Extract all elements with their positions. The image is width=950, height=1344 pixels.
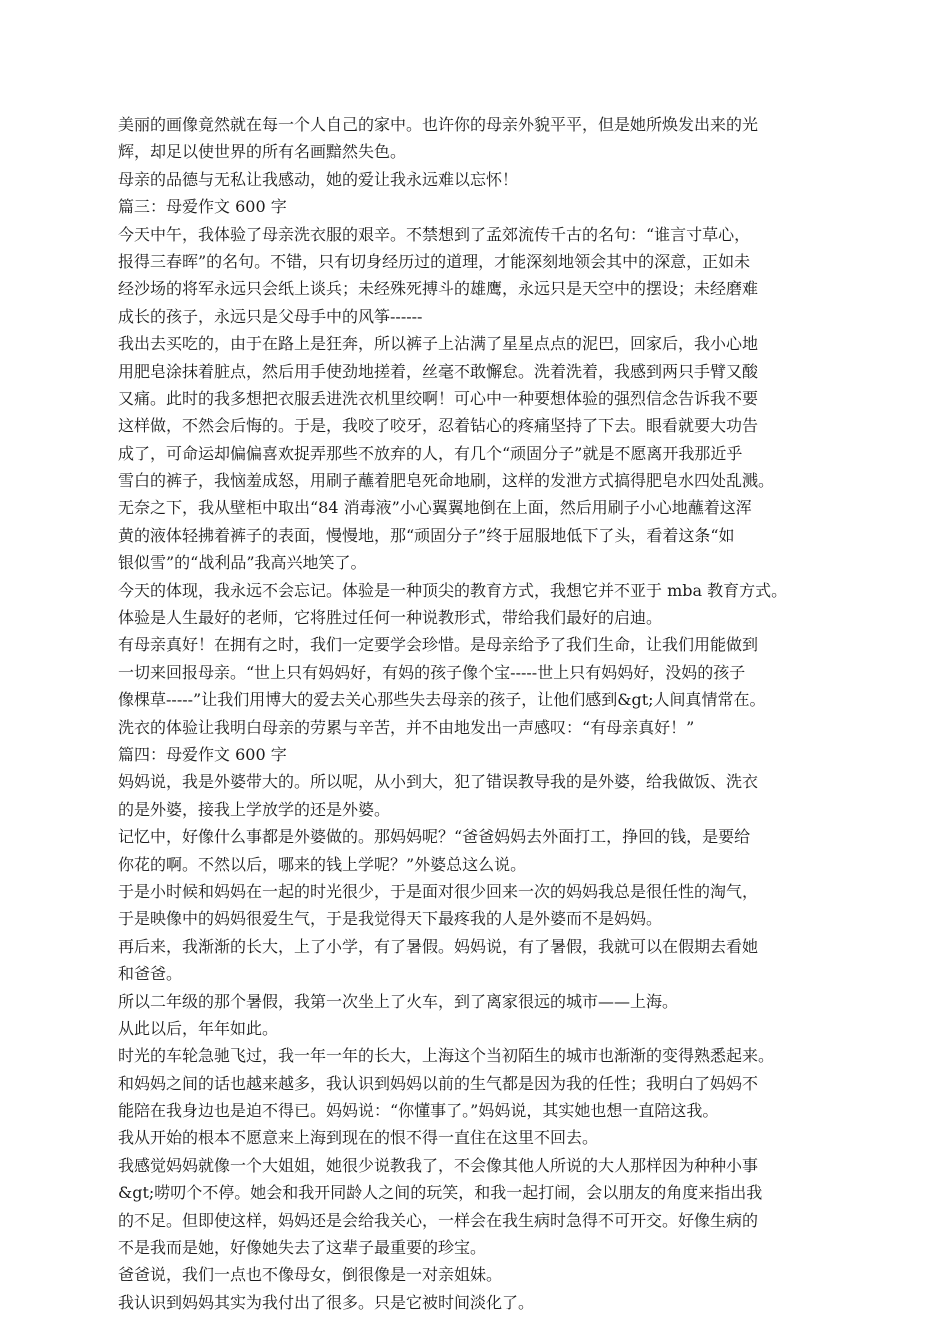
text-line: 这样做，不然会后悔的。于是，我咬了咬牙，忍着钻心的疼痛坚持了下去。眼看就要大功告	[118, 416, 759, 436]
text-line: 所以二年级的那个暑假，我第一次坐上了火车，到了离家很远的城市——上海。	[118, 991, 679, 1011]
text-line: 成长的孩子，永远只是父母手中的风筝------	[118, 306, 423, 326]
text-line: 记忆中，好像什么事都是外婆做的。那妈妈呢？“爸爸妈妈去外面打工，挣回的钱，是要给	[118, 827, 751, 847]
text-line: 美丽的画像竟然就在每一个人自己的家中。也许你的母亲外貌平平，但是她所焕发出来的光	[118, 115, 759, 134]
text-line: 雪白的裤子，我恼羞成怒，用刷子蘸着肥皂死命地刷，这样的发泄方式搞得肥皂水四处乱溅。	[118, 471, 775, 491]
text-line: 我感觉妈妈就像一个大姐姐，她很少说教我了，不会像其他人所说的大人那样因为种种小事	[118, 1155, 759, 1175]
document-body	[118, 111, 818, 1316]
text-line: 的是外婆，接我上学放学的还是外婆。	[118, 799, 391, 819]
text-line: 和爸爸。	[118, 964, 183, 984]
text-line: 母亲的品德与无私让我感动，她的爱让我永远难以忘怀！	[118, 169, 519, 189]
section-heading: 篇三：母爱作文 600 字	[118, 197, 287, 217]
text-line: 爸爸说，我们一点也不像母女，倒很像是一对亲姐妹。	[118, 1265, 503, 1285]
text-line: 无奈之下，我从壁柜中取出“84 消毒液”小心翼翼地倒在上面，然后用刷子小心地蘸着这浑	[118, 498, 752, 518]
text-line: 报得三春晖”的名句。不错，只有切身经历过的道理，才能深刻地领会其中的深意，正如未	[118, 251, 751, 271]
text-line: 一切来回报母亲。“世上只有妈妈好，有妈的孩子像个宝-----世上只有妈妈好，没妈的孩子	[118, 662, 746, 682]
text-line: 经沙场的将军永远只会纸上谈兵；未经殊死搏斗的雄鹰，永远只是天空中的摆设；未经磨难	[118, 279, 759, 299]
text-line: 我从开始的根本不愿意来上海到现在的恨不得一直住在这里不回去。	[118, 1128, 599, 1148]
text-line: 今天中午，我体验了母亲洗衣服的艰辛。不禁想到了孟郊流传千古的名句：“谁言寸草心，	[118, 224, 751, 244]
text-line: 妈妈说，我是外婆带大的。所以呢，从小到大，犯了错误教导我的是外婆，给我做饭、洗衣	[118, 772, 759, 792]
text-line: 时光的车轮急驰飞过，我一年一年的长大，上海这个当初陌生的城市也渐渐的变得熟悉起来。	[118, 1046, 775, 1066]
text-line: 成了，可命运却偏偏喜欢捉弄那些不放弃的人，有几个“顽固分子”就是不愿离开我那近乎	[118, 443, 743, 463]
text-line: 和妈妈之间的话也越来越多，我认识到妈妈以前的生气都是因为我的任性；我明白了妈妈不	[118, 1073, 759, 1093]
text-line: 从此以后，年年如此。	[118, 1018, 279, 1038]
text-line: 有母亲真好！在拥有之时，我们一定要学会珍惜。是母亲给予了我们生命，让我们用能做到	[118, 635, 759, 655]
text-line: 的不足。但即使这样，妈妈还是会给我关心，一样会在我生病时急得不可开交。好像生病的	[118, 1210, 759, 1230]
text-line: 像棵草-----”让我们用博大的爱去关心那些失去母亲的孩子，让他们感到&gt;人间真情常在。	[118, 690, 766, 710]
text-line: 洗衣的体验让我明白母亲的劳累与辛苦，并不由地发出一声感叹：“有母亲真好！”	[118, 717, 695, 737]
text-line: &gt;唠叨个不停。她会和我开同龄人之间的玩笑，和我一起打闹，会以朋友的角度来指出我	[118, 1183, 763, 1203]
text-line: 你花的啊。不然以后，哪来的钱上学呢？”外婆总这么说。	[118, 854, 527, 874]
section-heading: 篇四：母爱作文 600 字	[118, 744, 287, 764]
text-line: 于是映像中的妈妈很爱生气，于是我觉得天下最疼我的人是外婆而不是妈妈。	[118, 909, 663, 929]
text-line: 黄的液体轻拂着裤子的表面，慢慢地，那“顽固分子”终于屈服地低下了头，看着这条“如	[118, 525, 735, 545]
text-line: 我认识到妈妈其实为我付出了很多。只是它被时间淡化了。	[118, 1292, 535, 1312]
text-line: 银似雪”的“战利品”我高兴地笑了。	[118, 553, 367, 573]
text-line: 不是我而是她，好像她失去了这辈子最重要的珍宝。	[118, 1238, 487, 1258]
text-line: 又痛。此时的我多想把衣服丢进洗衣机里绞啊！可心中一种要想体验的强烈信念告诉我不要	[118, 388, 759, 408]
text-line: 我出去买吃的，由于在路上是狂奔，所以裤子上沾满了星星点点的泥巴，回家后，我小心地	[118, 334, 759, 354]
text-line: 今天的体现，我永远不会忘记。体验是一种顶尖的教育方式，我想它并不亚于 mba 教育方式。	[118, 580, 788, 600]
text-line: 再后来，我渐渐的长大，上了小学，有了暑假。妈妈说，有了暑假，我就可以在假期去看她	[118, 936, 759, 956]
text-line: 能陪在我身边也是迫不得已。妈妈说：“你懂事了。”妈妈说，其实她也想一直陪这我。	[118, 1101, 719, 1121]
text-line: 用肥皂涂抹着脏点，然后用手使劲地搓着，丝毫不敢懈怠。洗着洗着，我感到两只手臂又酸	[118, 361, 759, 381]
text-line: 体验是人生最好的老师，它将胜过任何一种说教形式，带给我们最好的启迪。	[118, 608, 663, 628]
text-line: 于是小时候和妈妈在一起的时光很少，于是面对很少回来一次的妈妈我总是很任性的淘气，	[118, 881, 759, 901]
text-line: 辉，却足以使世界的所有名画黯然失色。	[118, 142, 407, 162]
